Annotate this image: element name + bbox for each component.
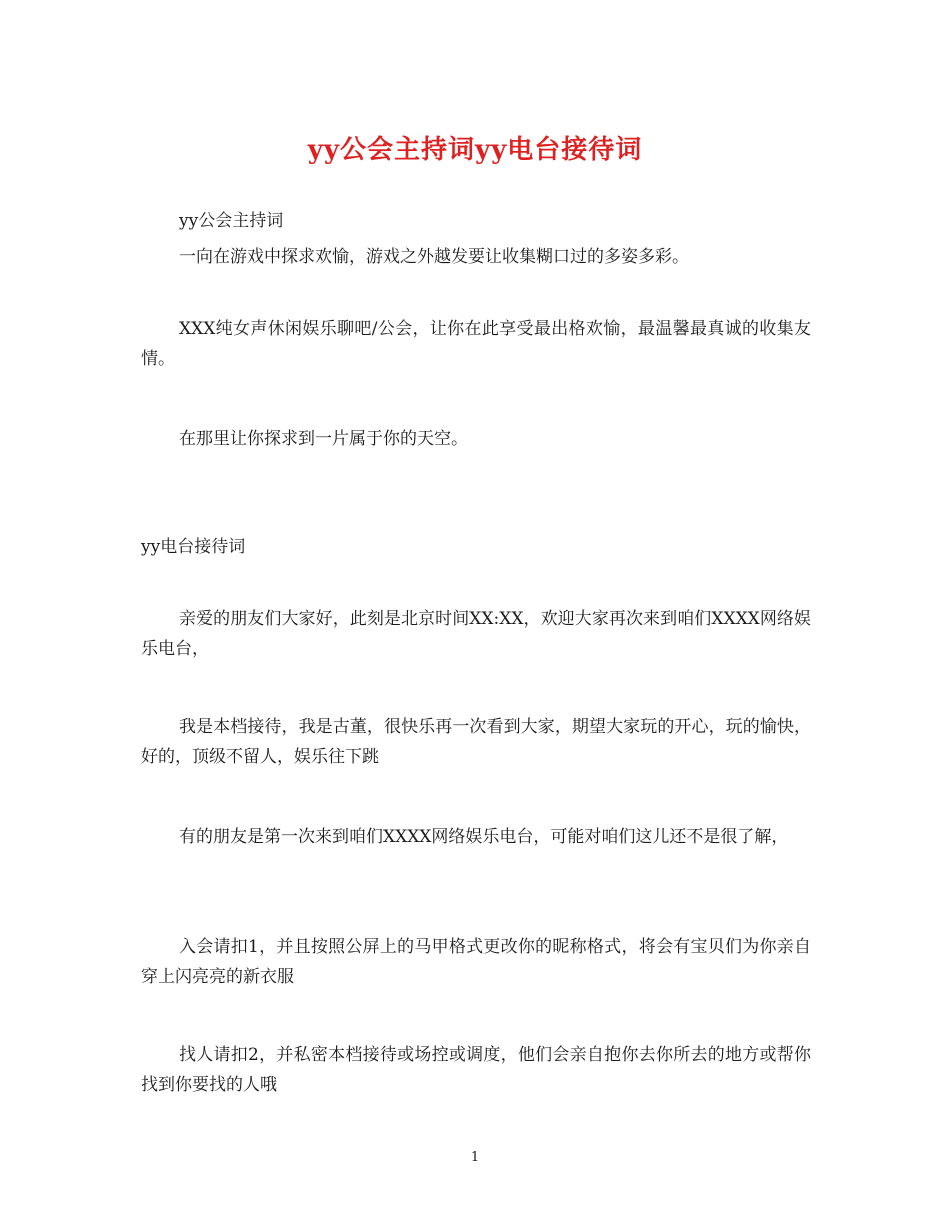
document-title: yy公会主持词yy电台接待词 <box>307 135 643 165</box>
section-heading-guild: yy公会主持词 <box>179 211 284 231</box>
paragraph-1: 一向在游戏中探求欢愉，游戏之外越发要让收集糊口过的多姿多彩。 <box>179 247 689 267</box>
paragraph-7: 入会请扣1，并且按照公屏上的马甲格式更改你的昵称格式，将会有宝贝们为你亲自穿上闪亮亮的新衣服 <box>141 937 811 987</box>
paragraph-8: 找人请扣2，并私密本档接待或场控或调度，他们会亲自抱你去你所去的地方或帮你找到你要找的人哦 <box>141 1045 811 1095</box>
page-number: 1 <box>470 1150 480 1165</box>
section-heading-radio: yy电台接待词 <box>141 537 246 557</box>
paragraph-6: 有的朋友是第一次来到咱们XXXX网络娱乐电台，可能对咱们这儿还不是很了解， <box>179 827 789 847</box>
paragraph-5: 我是本档接待，我是古董，很快乐再一次看到大家，期望大家玩的开心，玩的愉快，好的，顶级不留人，娱乐往下跳 <box>141 717 811 767</box>
paragraph-2: XXX纯女声休闲娱乐聊吧/公会，让你在此享受最出格欢愉，最温馨最真诚的收集友情。 <box>141 319 811 369</box>
paragraph-4: 亲爱的朋友们大家好，此刻是北京时间XX:XX，欢迎大家再次来到咱们XXXX网络娱乐电台， <box>141 609 811 659</box>
paragraph-3: 在那里让你探求到一片属于你的天空。 <box>179 429 468 449</box>
